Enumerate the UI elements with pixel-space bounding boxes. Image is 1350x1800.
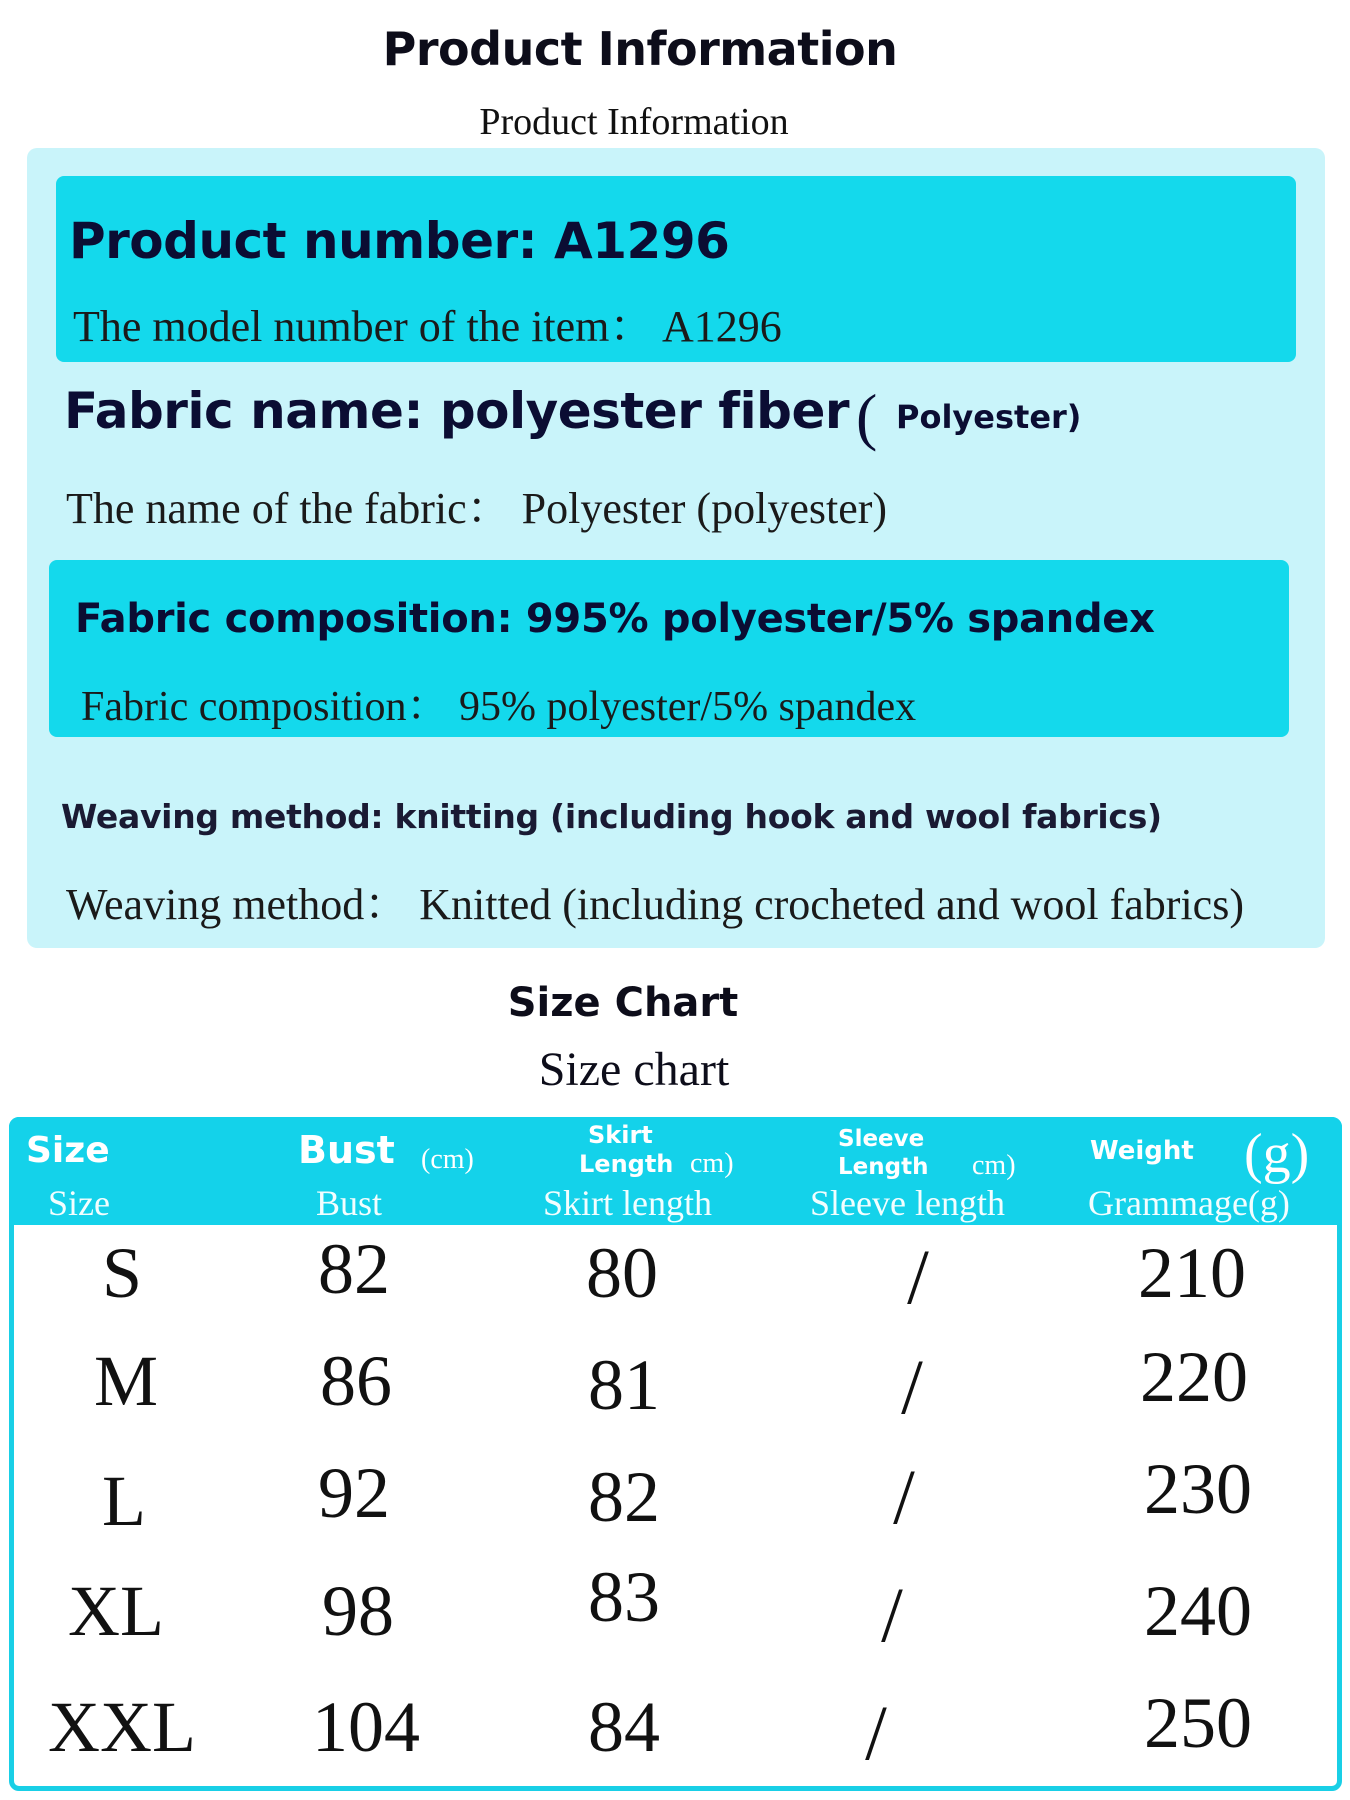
row-l-weight: 230 bbox=[1144, 1449, 1252, 1529]
row-xxl-sleeve: / bbox=[865, 1689, 887, 1776]
header-size-label: Size bbox=[26, 1130, 110, 1171]
fabric-name-note: Polyester) bbox=[896, 398, 1082, 436]
weaving-method-subtitle: Weaving method： Knitted (including crocheted and wool fabrics) bbox=[66, 880, 1244, 929]
page-title: Product Information bbox=[382, 22, 898, 76]
header-sleeve-sub: Sleeve length bbox=[810, 1183, 1005, 1223]
row-l-skirt: 82 bbox=[588, 1457, 660, 1537]
row-s-skirt: 80 bbox=[586, 1233, 658, 1313]
header-bust-sub: Bust bbox=[316, 1183, 383, 1223]
header-sleeve-label-2: Length bbox=[838, 1154, 929, 1180]
row-m-bust: 86 bbox=[320, 1341, 392, 1421]
row-l-sleeve: / bbox=[893, 1453, 915, 1540]
row-xl-skirt: 83 bbox=[588, 1557, 660, 1637]
fabric-composition-title: Fabric composition: 995% polyester/5% spandex bbox=[75, 596, 1155, 642]
header-skirt-unit: cm) bbox=[690, 1148, 734, 1179]
product-number-subtitle: The model number of the item： A1296 bbox=[73, 302, 782, 351]
row-m-skirt: 81 bbox=[588, 1345, 660, 1425]
page-subtitle: Product Information bbox=[479, 101, 789, 143]
row-xl-sleeve: / bbox=[881, 1571, 903, 1658]
header-sleeve-unit: cm) bbox=[972, 1150, 1016, 1181]
row-xxl-skirt: 84 bbox=[588, 1687, 660, 1767]
product-number-title: Product number: A1296 bbox=[69, 212, 730, 270]
header-size-sub: Size bbox=[48, 1183, 110, 1223]
fabric-name-paren: ( bbox=[856, 381, 878, 452]
header-skirt-sub: Skirt length bbox=[543, 1183, 712, 1223]
row-m-weight: 220 bbox=[1140, 1337, 1248, 1417]
row-s-bust: 82 bbox=[318, 1229, 390, 1309]
row-xl-weight: 240 bbox=[1144, 1571, 1252, 1651]
header-skirt-label-1: Skirt bbox=[588, 1121, 653, 1149]
header-bust-label: Bust bbox=[298, 1128, 395, 1172]
weaving-method-title: Weaving method: knitting (including hook and wool fabrics) bbox=[61, 797, 1162, 836]
header-skirt-label-2: Length bbox=[579, 1150, 674, 1178]
header-sleeve-label-1: Sleeve bbox=[838, 1126, 925, 1152]
row-m-sleeve: / bbox=[901, 1343, 923, 1430]
size-chart-title: Size Chart bbox=[507, 980, 739, 1026]
header-weight-sub: Grammage(g) bbox=[1088, 1183, 1290, 1223]
row-l-bust: 92 bbox=[318, 1453, 390, 1533]
header-weight-label: Weight bbox=[1090, 1136, 1194, 1166]
row-xxl-bust: 104 bbox=[312, 1687, 420, 1767]
fabric-name-subtitle: The name of the fabric： Polyester (polyester) bbox=[66, 484, 888, 533]
row-l-size: L bbox=[102, 1461, 146, 1541]
row-xxl-size: XXL bbox=[48, 1687, 196, 1767]
row-s-weight: 210 bbox=[1138, 1233, 1246, 1313]
row-xl-bust: 98 bbox=[322, 1571, 394, 1651]
size-chart-subtitle: Size chart bbox=[538, 1043, 730, 1096]
row-m-size: M bbox=[93, 1341, 159, 1421]
fabric-composition-subtitle: Fabric composition： 95% polyester/5% spandex bbox=[81, 684, 917, 730]
row-xxl-weight: 250 bbox=[1144, 1683, 1252, 1763]
fabric-name-title: Fabric name: polyester fiber bbox=[64, 382, 850, 440]
row-xl-size: XL bbox=[68, 1571, 164, 1651]
header-bust-unit: (cm) bbox=[421, 1144, 474, 1175]
row-s-sleeve: / bbox=[907, 1233, 929, 1320]
row-s-size: S bbox=[101, 1233, 143, 1313]
header-weight-unit: (g) bbox=[1244, 1123, 1310, 1185]
